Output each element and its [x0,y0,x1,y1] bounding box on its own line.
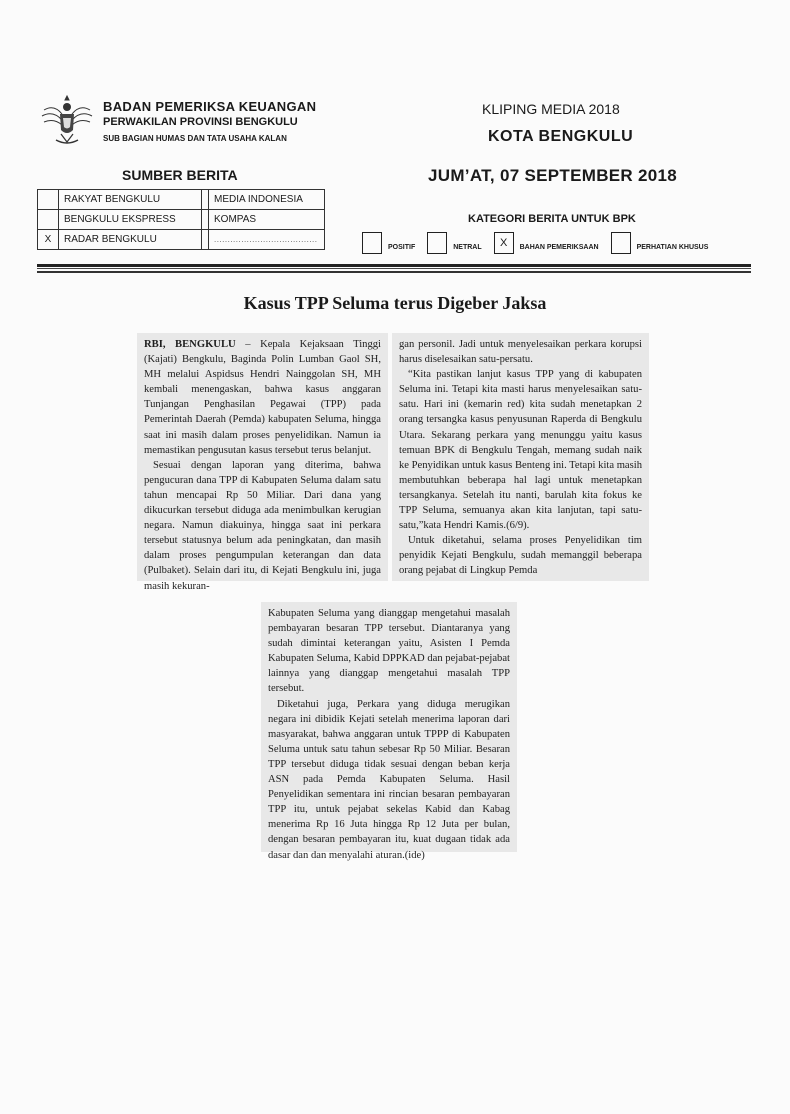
article-paragraph: Diketahui juga, Perkara yang diduga merugikan negara ini dibidik Kejati setelah menerima laporan dari masyarakat, bahwa anggaran untuk TPPP di Kabupaten Seluma untuk satu tahun sebesar Rp 50 Miliar. Besaran TPP tersebut diduga tidak sesuai dengan beban kerja ASN pada Pemda Kabupaten Seluma. Hasil Penyelidikan sementara ini rincian besaran pembayaran TPP itu, untuk pejabat sekelas Kabid dan Kabag menerima Rp 16 Juta hingga Rp 12 Juta per bulan, dengan besaran pembayaran itu, kuat dugaan tidak ada dasar dan dan menyalahi aturan.(ide) [268,698,510,861]
org-name-line1: BADAN PEMERIKSA KEUANGAN [103,99,317,114]
kategori-checkbox [611,232,631,254]
kategori-label: POSITIF [388,244,416,251]
article-paragraph: – Kepala Kejaksaan Tinggi (Kajati) Bengkulu, Baginda Polin Lumban Gaol SH, MH melalui Aspidsus Hendri Nainggolan SH, MH kembali menengaskan, bahwa kasus anggaran Tunjangan Penghasilan Pegawai (TPP) pada Pemerintah Daerah (Pemda) kabupaten Seluma, hingga saat ini masih dalam proses penyelidikan. Namun ia memastikan pengusutan kasus tersebut terus belanjut. [144,339,381,456]
kategori-label: PERHATIAN KHUSUS [636,244,709,251]
article-column-3 [261,602,517,861]
source-name: KOMPAS [209,210,325,230]
kategori-checkbox [427,232,447,254]
source-table [37,189,325,250]
source-gap-cell [202,230,209,250]
article-column-1 [137,333,388,592]
source-name: MEDIA INDONESIA [209,190,325,210]
source-mark [38,190,59,210]
article-paragraph: Kabupaten Seluma yang dianggap mengetahui masalah pembayaran besaran TPP tersebut. Diantaranya yang sudah dimintai keterangan yaitu, Asisten I Pemda Kabupaten Seluma, Kabid DPPKAD dan pejabat-pejabat lainnya yang dianggap mengetahui masalah TPP tersebut. [268,608,510,695]
kategori-title: KATEGORI BERITA UNTUK BPK [468,213,636,225]
kategori-label: BAHAN PEMERIKSAAN [519,244,599,251]
divider-rule [37,271,751,273]
source-mark [38,210,59,230]
kliping-title: KLIPING MEDIA 2018 [482,101,620,117]
article-column-2 [392,333,649,581]
divider-rule [37,264,751,267]
source-name: RAKYAT BENGKULU [59,190,202,210]
article-headline: Kasus TPP Seluma terus Digeber Jaksa [243,293,547,313]
source-mark: X [38,230,59,250]
kota-title: KOTA BENGKULU [488,128,634,145]
article-paragraph: Untuk diketahui, selama proses Penyelidikan tim penyidik Kejati Bengkulu, sudah memanggil beberapa orang pejabat di Lingkup Pemda [399,535,642,577]
article-paragraph: Sesuai dengan laporan yang diterima, bahwa pengucuran dana TPP di Kabupaten Seluma dalam satu tahun mencapai Rp 50 Miliar. Dari dana yang dikucurkan tersebut diduga ada menimbulkan kerugian negara. Namun diakuinya, hingga saat ini perkara tersebut statusnya belum ada peningkatan, dan masih dalam proses pengumpulan keterangan dan data (Pulbaket). Selain dari itu, di Kejati Bengkulu ini, juga masih kekuran- [144,459,381,592]
source-row [38,210,325,230]
kategori-label: NETRAL [453,244,482,251]
source-gap-cell [202,210,209,230]
article-paragraph: gan personil. Jadi untuk menyelesaikan perkara korupsi harus diselesaikan satu-persatu. [399,339,642,366]
source-name-blank: ...................................... [209,230,325,250]
bpk-garuda-logo [36,90,98,152]
publication-date: JUM’AT, 07 SEPTEMBER 2018 [428,166,678,185]
source-gap-cell [202,190,209,210]
sumber-berita-label: SUMBER BERITA [122,167,238,183]
source-name: BENGKULU EKSPRESS [59,210,202,230]
source-row [38,190,325,210]
source-name: RADAR BENGKULU [59,230,202,250]
kategori-checkbox [362,232,382,254]
divider-rule [37,268,751,269]
kategori-options [362,232,720,254]
org-name-line2: PERWAKILAN PROVINSI BENGKULU [103,116,298,128]
kategori-checkbox: X [494,232,514,254]
source-row [38,230,325,250]
article-paragraph: “Kita pastikan lanjut kasus TPP yang di kabupaten Seluma ini. Tetapi kita masti harus menyelesaikan satu-satu. Hari ini (kemarin red) kita sudah menetapkan 2 orang tersangka kasus penyusunan Raperda di Bengkulu Utara. Sekarang perkara yang menunggu yaitu kasus temuan BPK di Bengkulu Tengah, memang sudah naik ke Penyidikan untuk kasus Benteng ini. Tetapi kita masih membutuhkan beberapa hal lagi untuk menetapkan tersangkanya. Setelah itu nanti, barulah kita fokus ke TPP Seluma, semuanya akan kita lanjutan, tapi satu-satu,”kata Hendri Kamis.(6/9). [399,369,642,532]
org-name-line3: SUB BAGIAN HUMAS DAN TATA USAHA KALAN [103,134,287,143]
article-dateline: RBI, BENGKULU [144,339,236,350]
